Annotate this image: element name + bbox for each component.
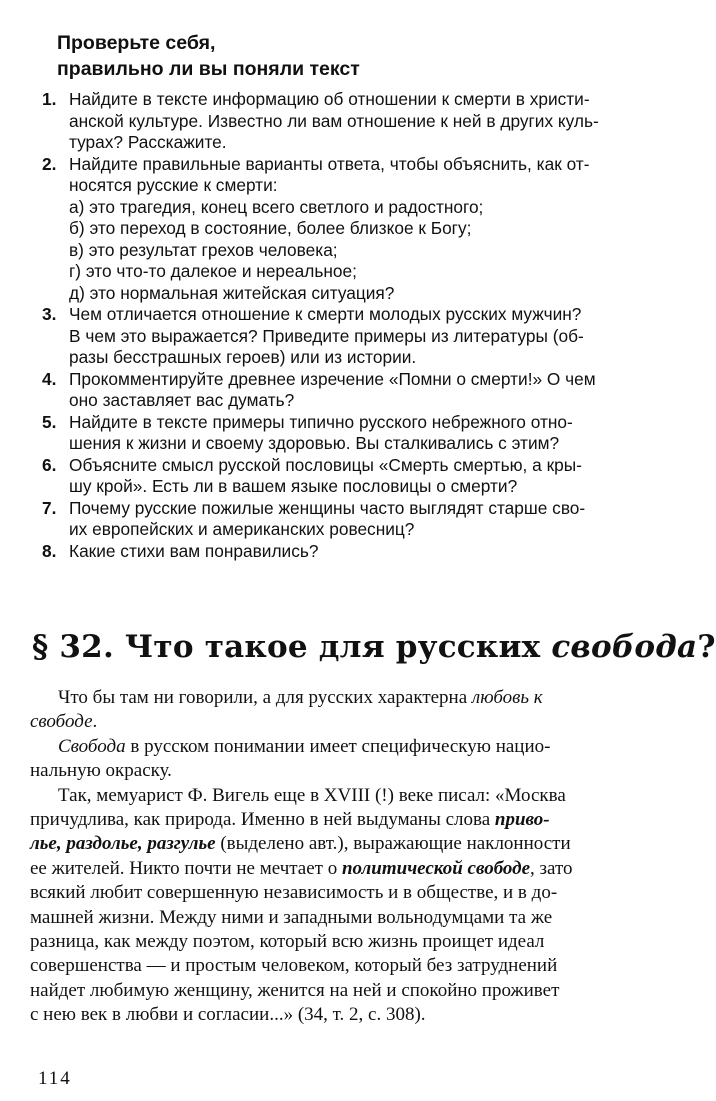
question-number: 2. bbox=[42, 153, 57, 174]
italic-run: любовь к bbox=[471, 687, 543, 708]
text-run: . bbox=[92, 711, 98, 733]
question-item bbox=[30, 412, 670, 455]
question-text-line: Найдите правильные варианты ответа, чтобы объяснить, как от- bbox=[69, 153, 590, 174]
answer-option: б) это переход в состояние, более близкое к Богу; bbox=[69, 218, 472, 238]
question-text-line: Найдите в тексте примеры типично русского небрежного отно- bbox=[69, 411, 573, 432]
question-item bbox=[30, 541, 670, 563]
question-number: 1. bbox=[42, 89, 57, 109]
paragraph-line bbox=[30, 710, 666, 734]
body-text bbox=[30, 686, 666, 1028]
answer-options bbox=[69, 197, 670, 305]
question-item bbox=[30, 455, 670, 498]
question-number: 6. bbox=[42, 454, 57, 475]
bold-italic-run: политической свободе bbox=[341, 857, 531, 879]
paragraph-line: совершенства — и простым человеком, который без затруднений bbox=[30, 955, 558, 977]
question-text-line: Объясните смысл русской пословицы «Смерть смертью, а кры- bbox=[69, 454, 582, 475]
question-text-line: шу крой». Есть ли в вашем языке пословицы о смерти? bbox=[69, 476, 518, 496]
question-number: 7. bbox=[42, 497, 57, 518]
paragraph-line bbox=[30, 735, 666, 759]
question-text-line: Какие стихи вам понравились? bbox=[69, 540, 319, 561]
question-item bbox=[30, 304, 670, 369]
text-run: (выделено авт.), выражающие наклонности bbox=[215, 833, 571, 855]
paragraph-line bbox=[30, 686, 666, 710]
paragraph-line: нальную окраску. bbox=[30, 760, 172, 782]
answer-option: г) это что-то далекое и нереальное; bbox=[69, 261, 357, 281]
question-text-line: оно заставляет вас думать? bbox=[69, 390, 295, 410]
paragraph-line bbox=[30, 808, 666, 832]
answer-option: в) это результат грехов человека; bbox=[69, 239, 338, 260]
self-check-heading-line: правильно ли вы поняли текст bbox=[57, 58, 360, 80]
question-text-line: Чем отличается отношение к смерти молодых русских мужчин? bbox=[69, 304, 582, 324]
paragraph-line: Так, мемуарист Ф. Вигель еще в XVIII (!) веке писал: «Москва bbox=[58, 784, 566, 806]
question-number: 5. bbox=[42, 411, 57, 432]
question-text-line: анской культуре. Известно ли вам отношение к ней в других куль- bbox=[69, 110, 599, 131]
section-heading-mark: ? bbox=[697, 629, 716, 665]
italic-run: свободе bbox=[30, 711, 93, 733]
text-run: , зато bbox=[530, 857, 573, 879]
question-item bbox=[30, 369, 670, 412]
question-text-line: Почему русские пожилые женщины часто выглядят старше сво- bbox=[69, 497, 586, 518]
paragraph-line bbox=[30, 832, 666, 856]
self-check-heading-line: Проверьте себя, bbox=[57, 32, 216, 54]
paragraph-line: машней жизни. Между ними и западными вольнодумцами та же bbox=[30, 906, 553, 928]
question-text-line: Прокомментируйте древнее изречение «Помни о смерти!» О чем bbox=[69, 368, 596, 389]
question-item bbox=[30, 498, 670, 541]
text-run: причудлива, как природа. Именно в ней выдуманы слова bbox=[30, 809, 495, 831]
answer-option: д) это нормальная житейская ситуация? bbox=[69, 282, 395, 303]
question-text-line: шения к жизни и своему здоровью. Вы сталкивались с этим? bbox=[69, 433, 560, 453]
question-item bbox=[30, 154, 670, 305]
question-text-line: В чем это выражается? Приведите примеры из литературы (об- bbox=[69, 325, 584, 346]
question-text-line: носятся русские к смерти: bbox=[69, 175, 278, 195]
section-heading-emphasis: свобода bbox=[551, 629, 698, 665]
question-text-line: турах? Расскажите. bbox=[69, 132, 227, 152]
section-heading bbox=[32, 627, 716, 667]
page-number: 114 bbox=[38, 1068, 72, 1089]
italic-run: Свобода bbox=[58, 735, 126, 757]
question-item bbox=[30, 89, 670, 154]
paragraph-line: разница, как между поэтом, который всю жизнь проищет идеал bbox=[30, 931, 545, 953]
text-run: ее жителей. Никто почти не мечтает о bbox=[30, 857, 342, 879]
question-number: 3. bbox=[42, 304, 57, 324]
question-list bbox=[30, 89, 670, 562]
self-check-heading bbox=[57, 30, 617, 82]
bold-italic-run: лье, раздолье, разгулье bbox=[30, 833, 216, 855]
question-number: 8. bbox=[42, 540, 57, 561]
paragraph-line bbox=[30, 857, 666, 881]
text-run: Что бы там ни говорили, а для русских характерна bbox=[58, 687, 472, 708]
bold-italic-run: приво- bbox=[494, 809, 550, 831]
paragraph-line: найдет любимую женщину, женится на ней и спокойно проживет bbox=[30, 979, 560, 1001]
paragraph-line: всякий любит совершенную независимость и в обществе, и в до- bbox=[30, 882, 558, 904]
question-number: 4. bbox=[42, 368, 57, 389]
answer-option: а) это трагедия, конец всего светлого и радостного; bbox=[69, 196, 484, 217]
text-run: в русском понимании имеет специфическую нацио- bbox=[125, 735, 551, 757]
question-text-line: разы бесстрашных героев) или из истории. bbox=[69, 347, 417, 367]
question-text-line: Найдите в тексте информацию об отношении к смерти в христи- bbox=[69, 89, 590, 109]
section-heading-text: § 32. Что такое для русских bbox=[32, 629, 552, 665]
paragraph-line: с нею век в любви и согласии...» (34, т. 2, с. 308). bbox=[30, 1004, 426, 1026]
question-text-line: их европейских и американских ровесниц? bbox=[69, 519, 415, 539]
